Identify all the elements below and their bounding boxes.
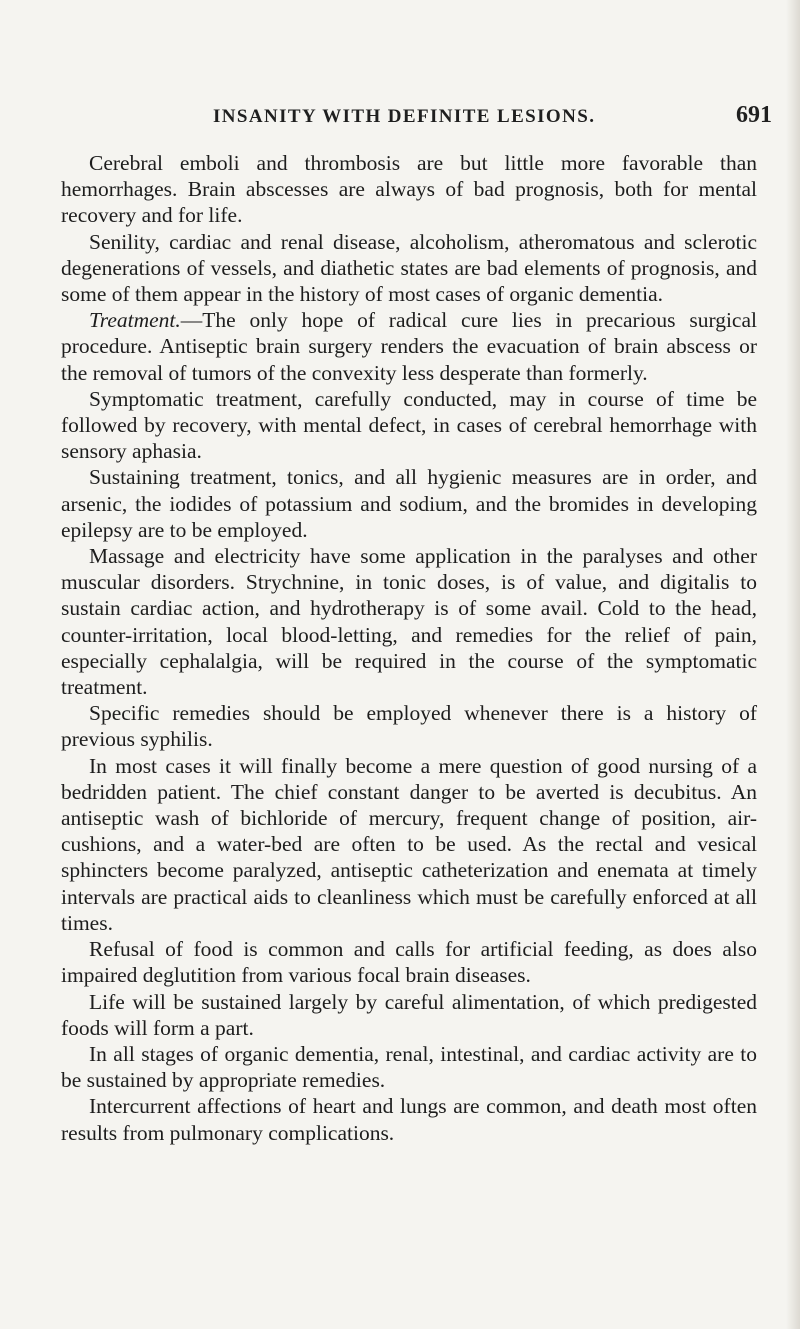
paragraph-massage: Massage and electricity have some application in the paralyses and other muscular disorders. Strychnine, in tonic doses, is of value, and digitalis to sustain cardiac action, and hydrotherapy is of some avail. Cold to the head, counter-irritation, local blood-letting, and remedies for the relief of pain, especially cephalalgia, will be required in the course of the symptomatic treatment.	[61, 544, 757, 700]
running-title: INSANITY WITH DEFINITE LESIONS.	[213, 106, 596, 127]
paragraph-treatment	[61, 307, 757, 386]
paragraph-life: Life will be sustained largely by careful alimentation, of which predigested foods will form a part.	[61, 989, 757, 1040]
paragraph-senility: Senility, cardiac and renal disease, alcoholism, atheromatous and sclerotic degenerations of vessels, and diathetic states are bad elements of prognosis, and some of them appear in the history of most cases of organic dementia.	[61, 229, 757, 307]
body-text	[61, 150, 757, 1146]
paragraph-specific: Specific remedies should be employed whenever there is a history of previous syphilis.	[61, 701, 757, 752]
page-edge-shadow	[786, 0, 800, 1329]
page-header	[0, 100, 800, 140]
paragraph-nursing: In most cases it will finally become a mere question of good nursing of a bedridden patient. The chief constant danger to be averted is decubitus. An antiseptic wash of bichloride of mercury, frequent change of position, air-cushions, and a water-bed are often to be used. As the rectal and vesical sphincters become paralyzed, antiseptic catheterization and enemata at timely intervals are practical aids to cleanliness which must be carefully enforced at all times.	[61, 753, 757, 935]
treatment-heading: Treatment.	[89, 308, 181, 333]
paragraph-refusal: Refusal of food is common and calls for artificial feeding, as does also impaired deglutition from various focal brain diseases.	[61, 937, 757, 988]
paragraph-emboli: Cerebral emboli and thrombosis are but little more favorable than hemorrhages. Brain abscesses are always of bad prognosis, both for mental recovery and for life.	[61, 151, 757, 228]
page-number: 691	[736, 102, 772, 128]
treatment-text: —The only hope of radical cure lies in precarious surgical procedure. Antiseptic brain surgery renders the evacuation of brain abscess or the removal of tumors of the convexity less desperate than formerly.	[61, 308, 757, 385]
paragraph-sustaining: Sustaining treatment, tonics, and all hygienic measures are in order, and arsenic, the iodides of potassium and sodium, and the bromides in developing epilepsy are to be employed.	[61, 465, 757, 542]
paragraph-stages: In all stages of organic dementia, renal, intestinal, and cardiac activity are to be sustained by appropriate remedies.	[61, 1041, 757, 1093]
paragraph-symptomatic: Symptomatic treatment, carefully conducted, may in course of time be followed by recovery, with mental defect, in cases of cerebral hemorrhage with sensory aphasia.	[61, 386, 757, 464]
paragraph-intercurrent: Intercurrent affections of heart and lungs are common, and death most often results from pulmonary complications.	[61, 1094, 757, 1145]
